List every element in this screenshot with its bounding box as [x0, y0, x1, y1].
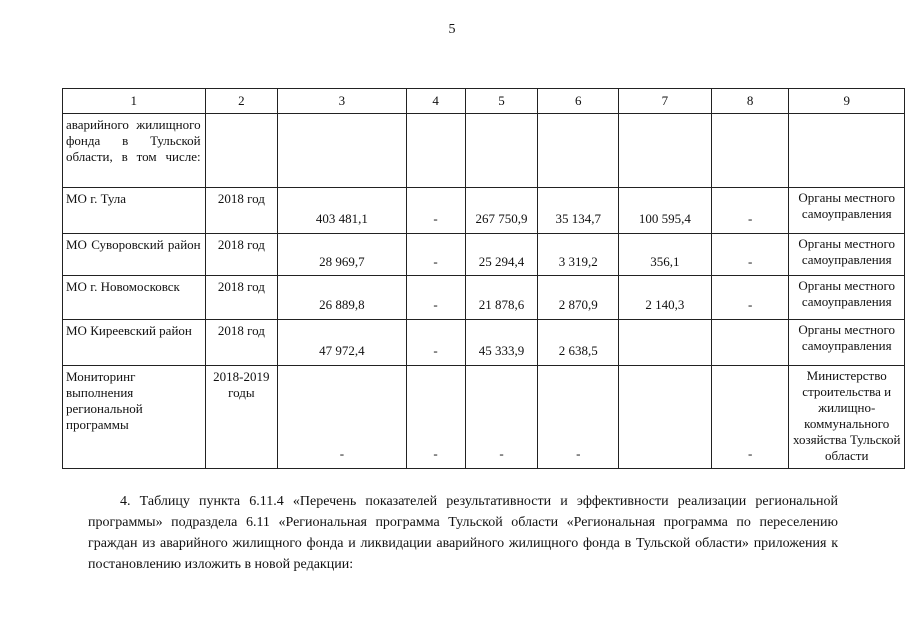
table-cell — [406, 114, 465, 188]
row-name-cell: МО г. Новомосковск — [63, 276, 206, 320]
value-text: - — [499, 446, 504, 461]
table-cell — [205, 114, 277, 188]
value-cell — [278, 276, 407, 320]
value-cell — [711, 320, 789, 366]
year-cell: 2018 год — [205, 276, 277, 320]
value-text: - — [747, 446, 753, 461]
value-text: - — [433, 254, 438, 269]
responsible-cell: Органы местного самоуправления — [789, 188, 905, 234]
value-cell — [406, 188, 465, 234]
table-row — [63, 114, 905, 188]
value-cell — [538, 366, 619, 469]
table-row — [63, 320, 905, 366]
responsible-cell: Органы местного самоуправления — [789, 320, 905, 366]
value-cell — [465, 320, 538, 366]
value-cell — [406, 366, 465, 469]
value-cell — [711, 276, 789, 320]
row-name-cell: МО г. Тула — [63, 188, 206, 234]
responsible-cell: Министерство строительства и жилищно-коммунального хозяйства Тульской области — [789, 366, 905, 469]
value-cell — [278, 188, 407, 234]
program-table — [62, 88, 905, 469]
header-cell: 3 — [278, 89, 407, 114]
header-cell: 8 — [711, 89, 789, 114]
table-cell — [711, 114, 789, 188]
value-text: 47 972,4 — [319, 343, 365, 358]
value-cell — [278, 234, 407, 276]
table-cell — [619, 114, 712, 188]
value-cell — [406, 276, 465, 320]
header-cell: 1 — [63, 89, 206, 114]
table-row — [63, 366, 905, 469]
value-cell — [538, 188, 619, 234]
value-text: 35 134,7 — [555, 211, 601, 226]
table-cell — [538, 114, 619, 188]
year-cell: 2018 год — [205, 188, 277, 234]
value-cell — [406, 234, 465, 276]
value-text: 2 638,5 — [558, 343, 598, 358]
value-text: - — [747, 297, 753, 312]
value-cell — [711, 366, 789, 469]
value-cell — [619, 188, 712, 234]
paragraph-text: 4. Таблицу пункта 6.11.4 «Перечень показателей результативности и эффективности реализации региональной программы» подраздела 6.11 «Региональная программа Тульской области «Региональная программа по переселению граждан из аварийного жилищного фонда и ликвидации аварийного жилищного фонда в Тульской области» приложения к постановлению изложить в новой редакции: — [88, 494, 838, 572]
year-cell: 2018-2019 годы — [205, 366, 277, 469]
row-name-cell: МО Суворовский район — [63, 234, 206, 276]
header-cell: 2 — [205, 89, 277, 114]
value-text: - — [576, 446, 581, 461]
value-cell — [406, 320, 465, 366]
body-paragraph — [88, 491, 838, 575]
value-text: - — [433, 343, 438, 358]
value-cell — [711, 234, 789, 276]
value-text: 2 140,3 — [645, 297, 685, 312]
page-number: 5 — [448, 22, 456, 37]
row-name-cell: аварийного жилищного фонда в Тульской области, в том числе: — [63, 114, 206, 188]
value-text: 21 878,6 — [478, 297, 525, 312]
header-cell: 9 — [789, 89, 905, 114]
value-cell — [465, 234, 538, 276]
table-row — [63, 276, 905, 320]
row-name-cell: МО Киреевский район — [63, 320, 206, 366]
value-cell — [538, 234, 619, 276]
value-text: 45 333,9 — [478, 343, 525, 358]
header-cell: 4 — [406, 89, 465, 114]
table-header-row — [63, 89, 905, 114]
value-cell — [619, 366, 712, 469]
value-cell — [619, 234, 712, 276]
year-cell: 2018 год — [205, 234, 277, 276]
value-text: - — [433, 446, 438, 461]
row-name-cell: Мониторинг выполнения региональной программы — [63, 366, 206, 469]
value-cell — [465, 276, 538, 320]
value-text: - — [433, 297, 438, 312]
header-cell: 7 — [619, 89, 712, 114]
table-row — [63, 188, 905, 234]
responsible-cell: Органы местного самоуправления — [789, 234, 905, 276]
value-cell — [278, 366, 407, 469]
value-text: 100 595,4 — [638, 211, 691, 226]
value-text: 267 750,9 — [475, 211, 528, 226]
year-cell: 2018 год — [205, 320, 277, 366]
value-text: 403 481,1 — [315, 211, 368, 226]
value-cell — [538, 320, 619, 366]
value-cell — [278, 320, 407, 366]
header-cell: 5 — [465, 89, 538, 114]
value-text: 25 294,4 — [478, 254, 525, 269]
responsible-cell: Органы местного самоуправления — [789, 276, 905, 320]
value-text: - — [339, 446, 345, 461]
table-row — [63, 234, 905, 276]
value-text: 2 870,9 — [558, 297, 598, 312]
value-cell — [465, 366, 538, 469]
value-cell — [711, 188, 789, 234]
value-text: 356,1 — [650, 254, 680, 269]
table-cell — [789, 114, 905, 188]
value-cell — [619, 320, 712, 366]
value-text: - — [433, 211, 438, 226]
value-text: - — [747, 211, 753, 226]
value-cell — [465, 188, 538, 234]
value-cell — [619, 276, 712, 320]
header-cell: 6 — [538, 89, 619, 114]
value-cell — [538, 276, 619, 320]
table-cell — [465, 114, 538, 188]
value-text: 28 969,7 — [319, 254, 365, 269]
value-text: 3 319,2 — [558, 254, 598, 269]
value-text: - — [747, 254, 753, 269]
table-cell — [278, 114, 407, 188]
value-text: 26 889,8 — [319, 297, 365, 312]
